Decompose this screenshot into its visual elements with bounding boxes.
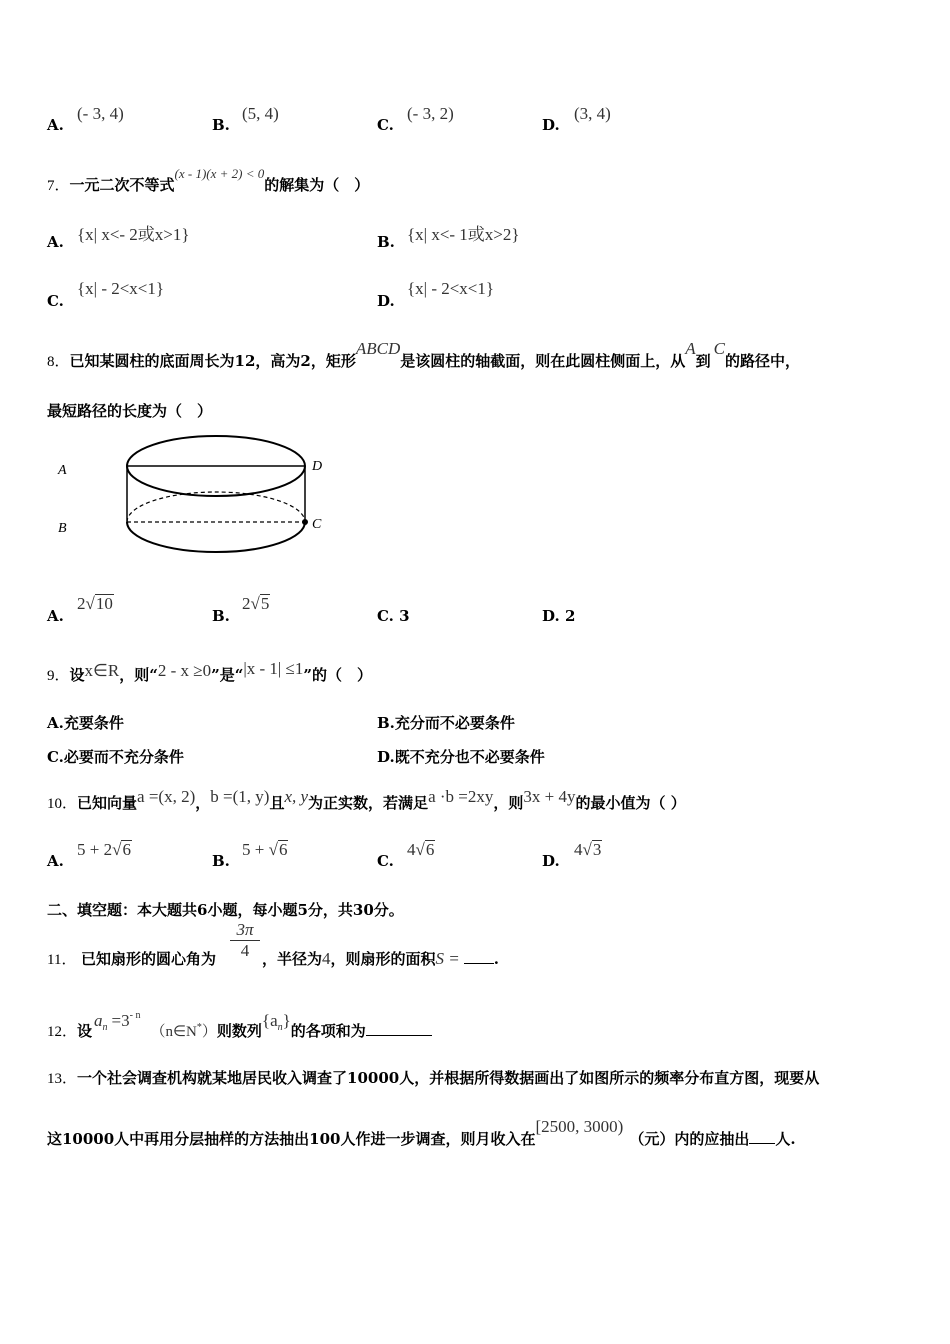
q10-option-b-value: 5 + √6 xyxy=(242,840,288,859)
q7-option-c-value: {x| - 2<x<1} xyxy=(77,279,165,298)
q6-option-b-letter: B. xyxy=(212,116,230,134)
q11-answer-blank[interactable] xyxy=(464,949,494,964)
q7-option-c-letter: C. xyxy=(47,292,64,310)
label-c: C xyxy=(312,517,322,532)
q8-stem-line1: 8．已知某圆柱的底面周长为12，高为2，矩形ABCD是该圆柱的轴截面，则在此圆柱侧面上，从A到C的路径中， xyxy=(47,339,801,370)
q8-option-a-value: 2√10 xyxy=(77,594,113,613)
q10-option-d-letter: D. xyxy=(542,852,560,870)
q9-stem: 9．设x∈R，则“2 - x ≥0”是“|x - 1| ≤1”的（ ） xyxy=(47,659,373,684)
section-fill-in-title: 二、填空题：本大题共6小题，每小题5分，共30分。 xyxy=(47,901,404,919)
q7-stem: 7．一元二次不等式$^{(x - 1)(x + 2) < 0}$的解集为（ ） xyxy=(47,166,370,194)
q8-option-b-letter: B. xyxy=(212,607,230,625)
label-d: D xyxy=(312,459,323,474)
q10-stem: 10．已知向量a =(x, 2)，b =(1, y)且x, y为正实数，若满足a ·b =2xy，则3x + 4y的最小值为（ ） xyxy=(47,787,686,812)
q8-option-a-letter: A. xyxy=(47,607,64,625)
q11-rest: ，半径为4，则扇形的面积S = . xyxy=(262,949,499,968)
q9-option-a: A.充要条件 xyxy=(47,714,124,732)
q6-option-c-letter: C. xyxy=(377,116,394,134)
q10-option-c-letter: C. xyxy=(377,852,394,870)
q10-option-a-letter: A. xyxy=(47,852,64,870)
q9-option-c: C.必要而不充分条件 xyxy=(47,748,184,766)
q6-option-b-value: (5, 4) xyxy=(242,104,279,123)
label-a: A xyxy=(58,463,67,478)
q8-option-c: C. 3 xyxy=(377,607,410,625)
q11-fraction: 3π 4 xyxy=(230,920,260,961)
q9-option-b: B.充分而不必要条件 xyxy=(377,714,515,732)
q6-option-d-letter: D. xyxy=(542,116,560,134)
q12-answer-blank[interactable] xyxy=(366,1021,432,1036)
cylinder-figure xyxy=(50,430,323,565)
q8-stem-line2: 最短路径的长度为（ ） xyxy=(47,402,213,420)
q7-option-b-value: {x| x<- 1或x>2} xyxy=(407,225,520,244)
q6-option-d-value: (3, 4) xyxy=(574,104,611,123)
q6-option-a-value: (- 3, 4) xyxy=(77,104,124,123)
q6-option-c-value: (- 3, 2) xyxy=(407,104,454,123)
q8-option-b-value: 2√5 xyxy=(242,594,270,613)
q11-num: 11． xyxy=(47,952,77,968)
q6-option-a-letter: A. xyxy=(47,116,64,134)
q10-option-c-value: 4√6 xyxy=(407,840,435,859)
q10-option-a-value: 5 + 2√6 xyxy=(77,840,131,859)
q12-stem: 12．设$a^n$ $=3^{- n}(n\in N^*)$则数列$\{a^n\}$的各项和为 xyxy=(47,1020,432,1041)
q7-option-b-letter: B. xyxy=(377,233,395,251)
q7-option-a-value: {x| x<- 2或x>1} xyxy=(77,225,190,244)
q13-stem-line2: 这10000人中再用分层抽样的方法抽出100人作进一步调查，则月收入在[2500, 3000)（元）内的应抽出 人. xyxy=(47,1117,796,1148)
q7-option-a-letter: A. xyxy=(47,233,64,251)
q10-option-b-letter: B. xyxy=(212,852,230,870)
q10-option-d-value: 4√3 xyxy=(574,840,602,859)
q13-answer-blank[interactable] xyxy=(749,1129,775,1144)
q8-option-d: D. 2 xyxy=(542,607,576,625)
q9-option-d: D.既不充分也不必要条件 xyxy=(377,748,545,766)
q13-stem-line1: 13．一个社会调查机构就某地居民收入调查了10000人，并根据所得数据画出了如图所示的频率分布直方图，现要从 xyxy=(47,1069,820,1087)
q7-option-d-letter: D. xyxy=(377,292,395,310)
q11-text1: 已知扇形的圆心角为 xyxy=(81,950,217,968)
q7-option-d-value: {x| - 2<x<1} xyxy=(407,279,495,298)
label-b: B xyxy=(58,521,67,536)
